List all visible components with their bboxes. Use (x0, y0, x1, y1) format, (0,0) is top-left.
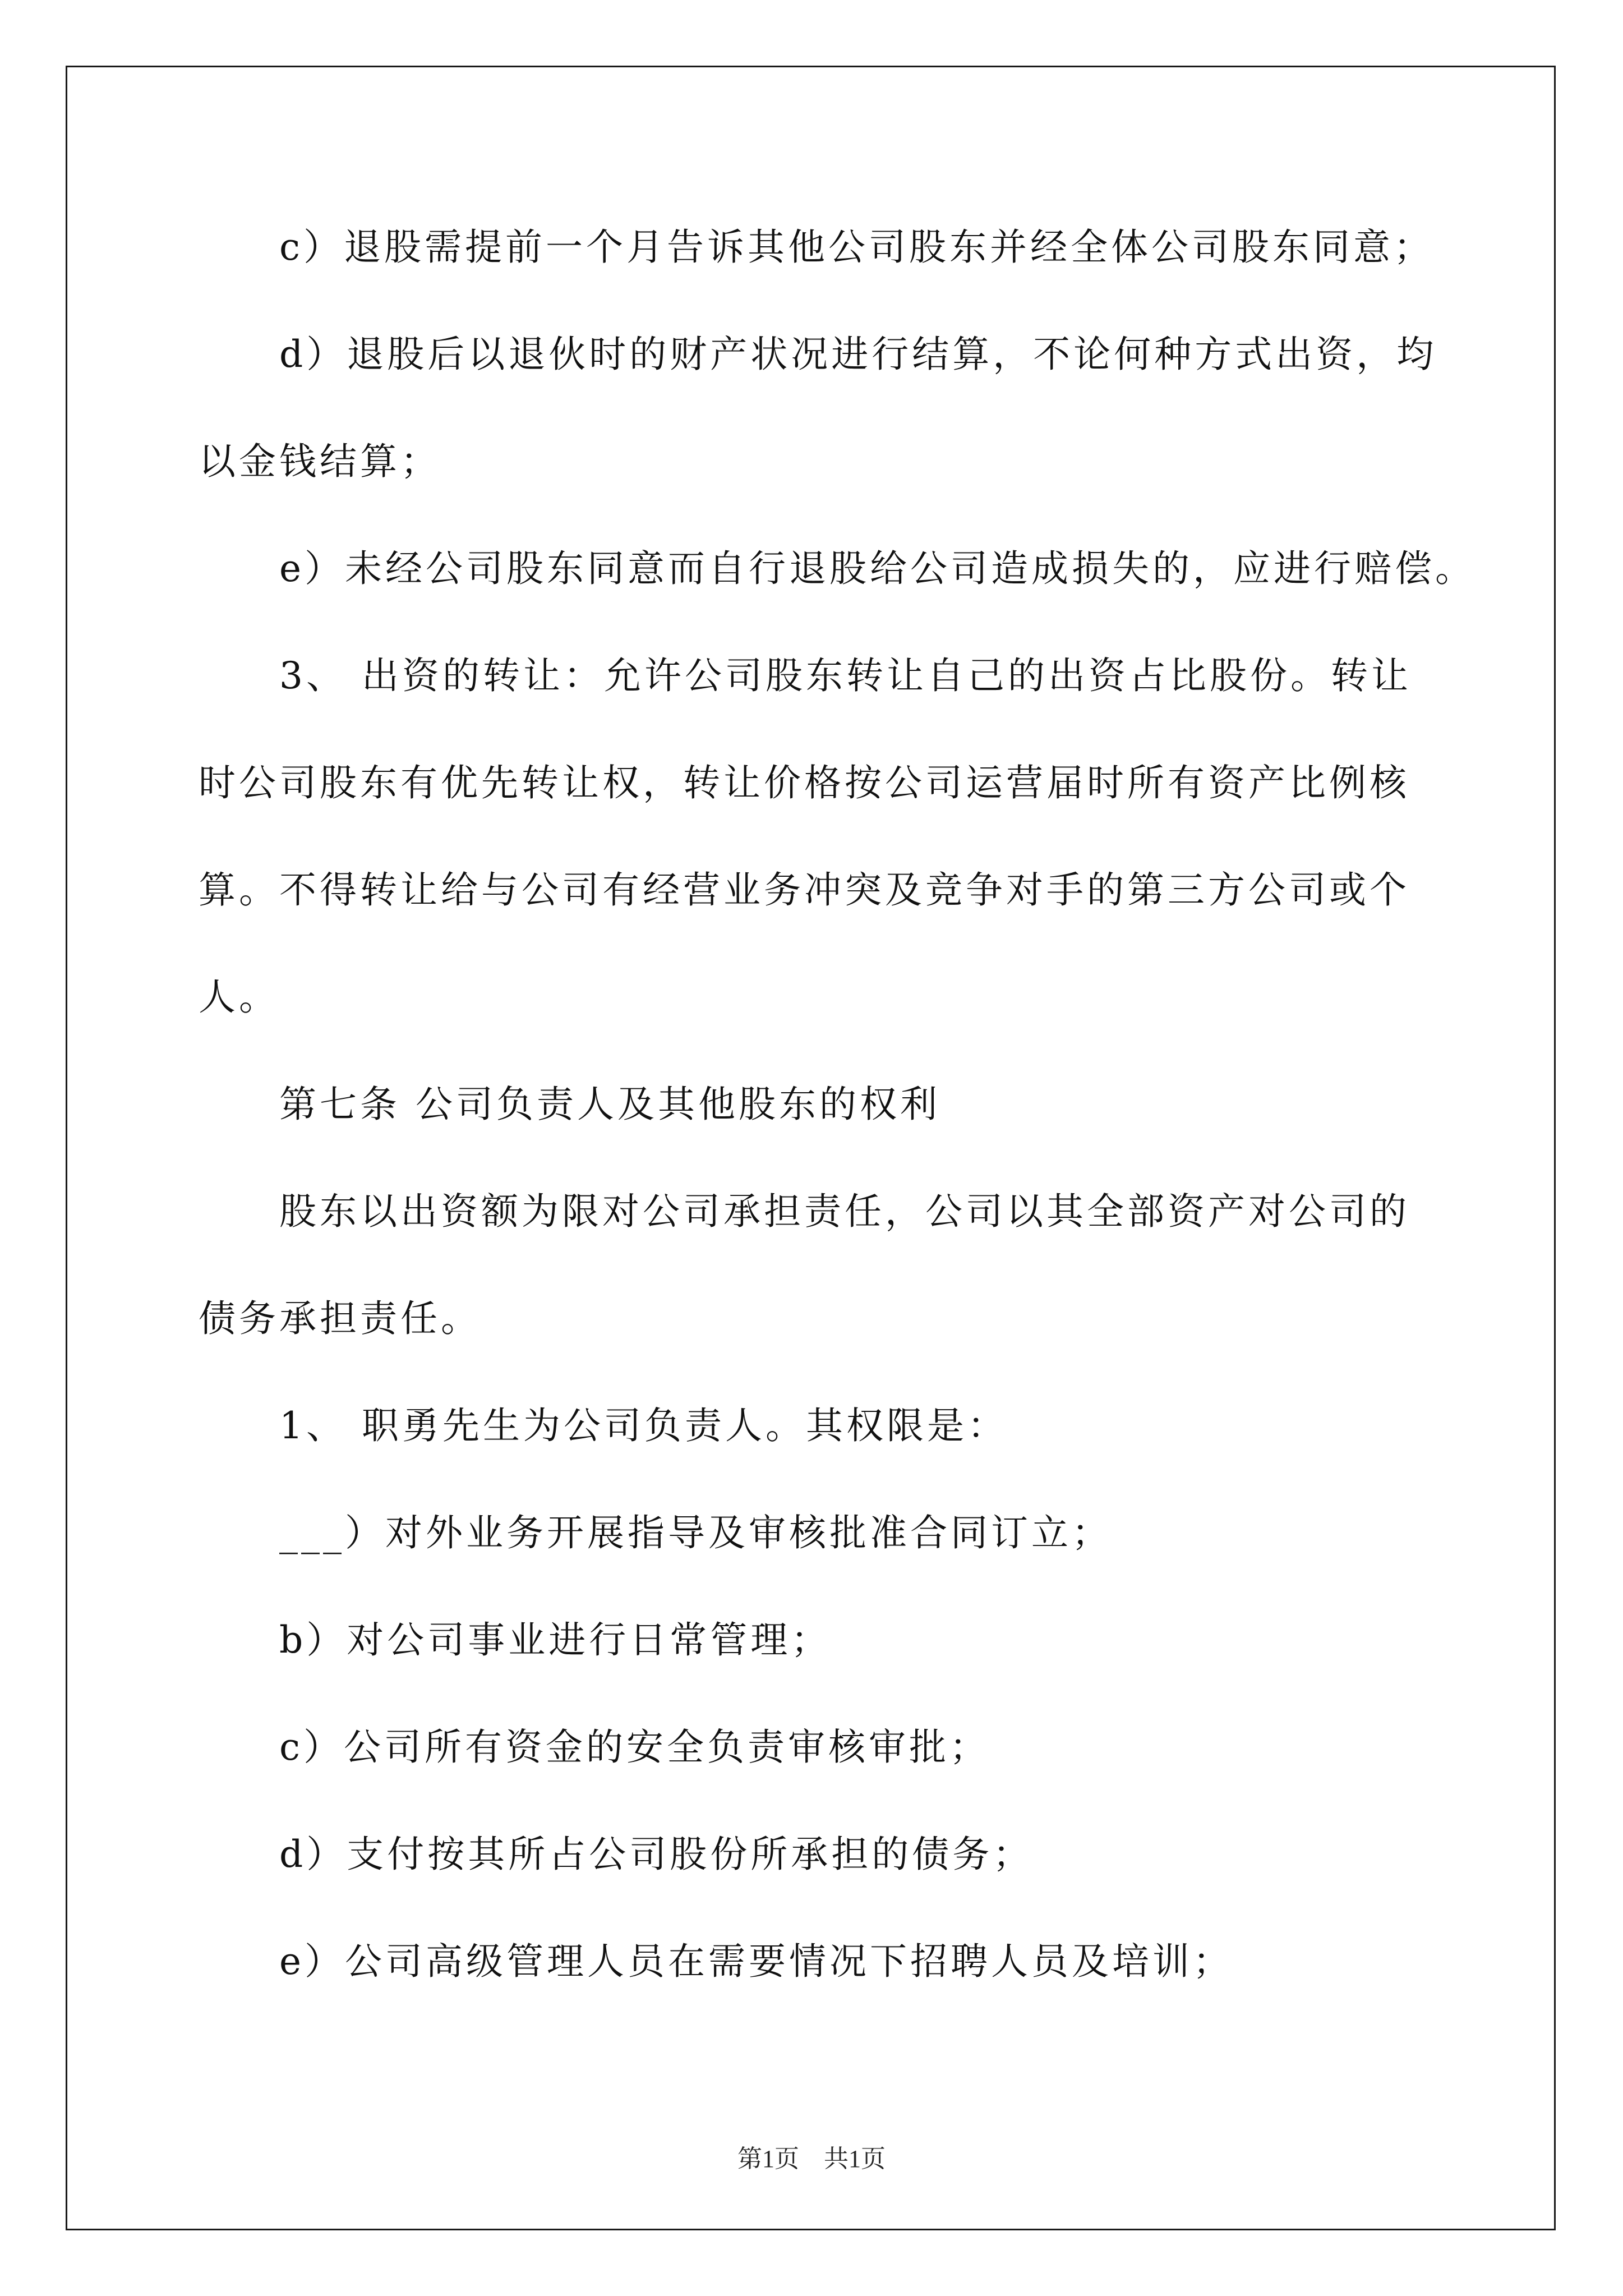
text-line: 3、 出资的转让：允许公司股东转让自己的出资占比股份。转让 (279, 654, 1412, 697)
text-line: 1、 职勇先生为公司负责人。其权限是： (279, 1404, 1008, 1447)
text-line: 以金钱结算； (199, 440, 441, 483)
text-line: e）公司高级管理人员在需要情况下招聘人员及培训； (279, 1940, 1234, 1983)
text-line: b）对公司事业进行日常管理； (279, 1618, 832, 1662)
text-line: 股东以出资额为限对公司承担责任，公司以其全部资产对公司的 (279, 1190, 1410, 1233)
text-line: c）公司所有资金的安全负责审核审批； (279, 1726, 990, 1769)
text-line: e）未经公司股东同意而自行退股给公司造成损失的，应进行赔偿。 (279, 547, 1476, 590)
page-footer: 第1页 共1页 (737, 2145, 886, 2173)
page-border (66, 66, 1556, 2230)
text-line: 人。 (199, 976, 279, 1019)
text-line: 债务承担责任。 (199, 1297, 481, 1340)
text-line: 算。不得转让给与公司有经营业务冲突及竞争对手的第三方公司或个 (199, 868, 1410, 912)
text-line: ___）对外业务开展指导及审核批准合同订立； (279, 1511, 1112, 1554)
text-line: c）退股需提前一个月告诉其他公司股东并经全体公司股东同意； (279, 226, 1434, 269)
section-heading: 第七条 公司负责人及其他股东的权利 (279, 1083, 940, 1126)
text-line: d）退股后以退伙时的财产状况进行结算，不论何种方式出资，均 (279, 333, 1437, 376)
text-line: d）支付按其所占公司股份所承担的债务； (279, 1833, 1034, 1876)
text-line: 时公司股东有优先转让权，转让价格按公司运营届时所有资产比例核 (199, 761, 1410, 804)
